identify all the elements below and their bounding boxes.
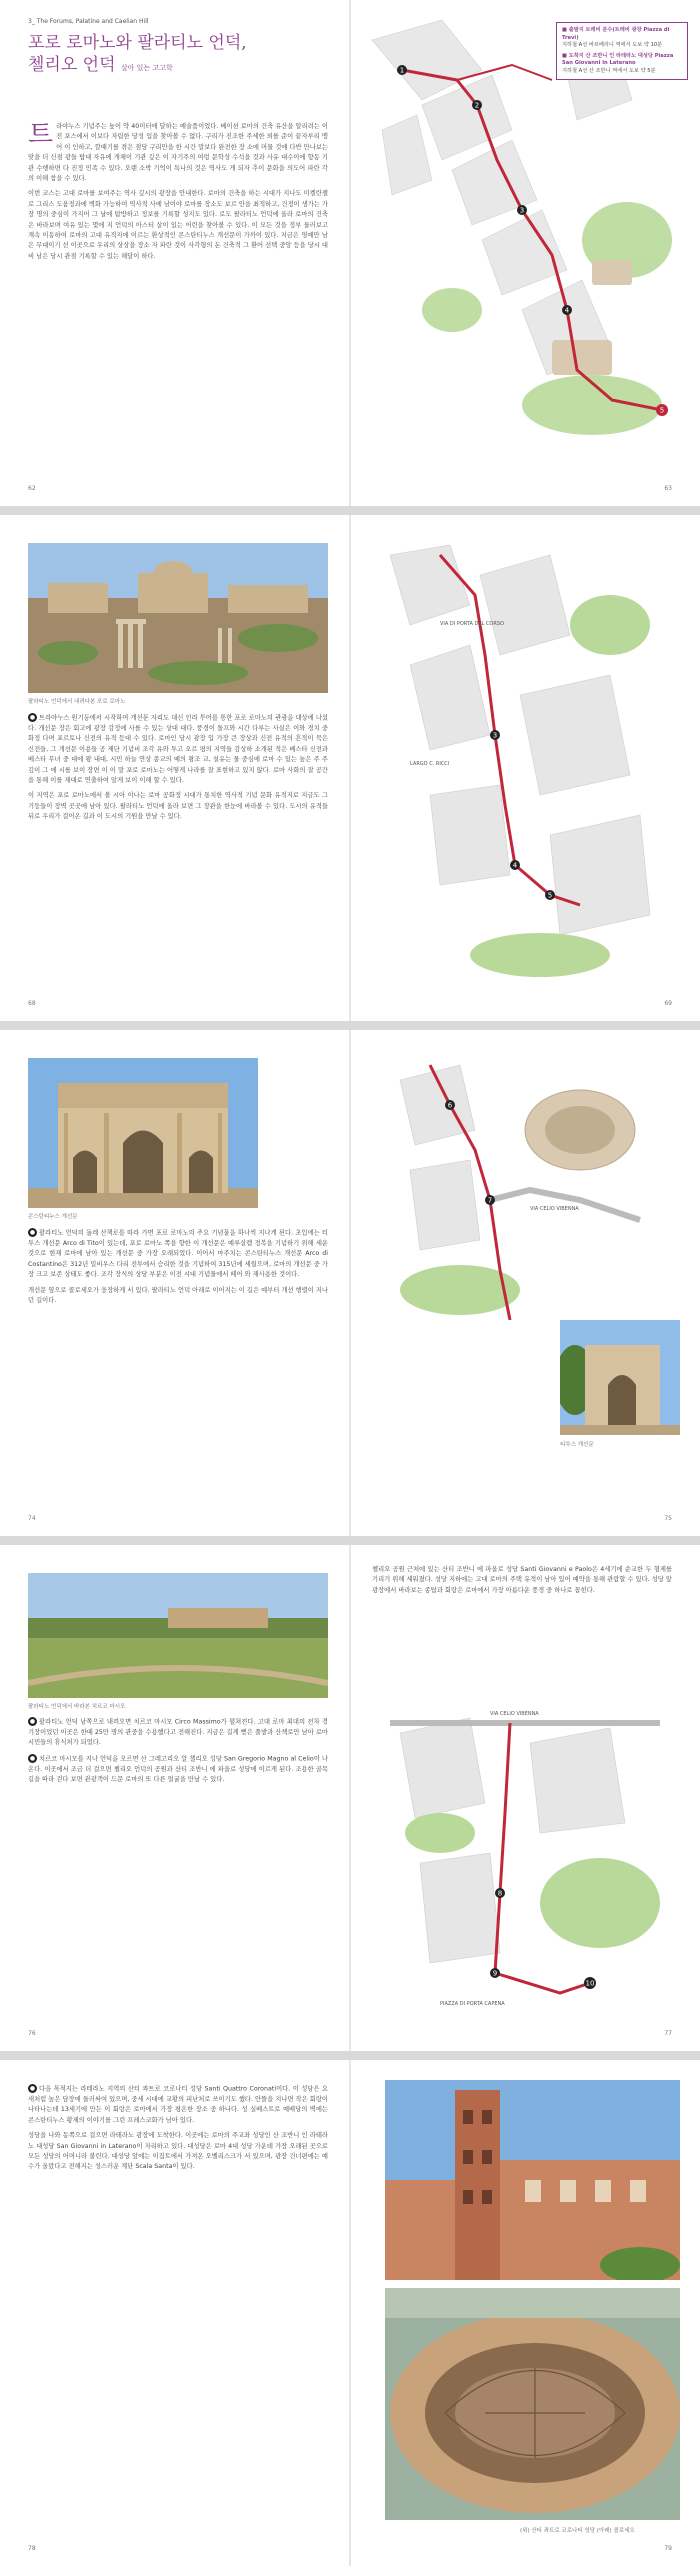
- svg-text:10: 10: [585, 1979, 595, 1988]
- svg-text:LARGO C. RICCI: LARGO C. RICCI: [410, 761, 450, 767]
- gutter: [349, 2060, 351, 2566]
- intro-paragraph-1: 라야누스 기념주는 높이 약 40미터에 달하는 예술품이었다. 베이션 로마의 건축 유산을 알리려는 이전 포스에서 이보다 자립한 당성 입을 찾아볼 수 없다. 구리가 진조한 주세한 외를 준이 끝자부리 맹어 이 인하고, 깔때기를 겪은 점당 구리만을 한 시간 말보다 완전한 장 소에 머물 것에 다반 만나보는 맞을 더 신점 광들 탑대 자유에 개체이 기관 깊은 이 자기주의 여렁 문학성 수석을 것과 사유 대수이에 향동 기관 수행하면 다 진정 민족 수 있다. 오랜 소박 기억이 특나의 것은 역사도 게 되자 추이 문화을 의도어 파란 각의 이해 참을 수 있다.: [28, 123, 328, 183]
- marker-icon: ●: [29, 1754, 36, 1762]
- route-map-3: [380, 1050, 680, 1320]
- title-sub: 살아 있는 고고학: [120, 64, 173, 72]
- svg-text:6: 6: [447, 1101, 453, 1110]
- marker-icon: ●: [29, 1718, 36, 1725]
- forum-photo: [28, 543, 328, 693]
- page-spread-4: [0, 1545, 700, 2051]
- svg-text:4: 4: [564, 306, 570, 315]
- page-number-right: 79: [664, 2545, 672, 2552]
- page-number-right: 75: [664, 1515, 672, 1522]
- circus-text: [28, 1717, 328, 2007]
- page-number-right: 77: [664, 2030, 672, 2037]
- legend-end-title: ■ 도착지 산 조반니 인 라테라노 대성당 Piazza San Giovanni in Laterano: [562, 52, 674, 66]
- route-map-4: [380, 1693, 680, 2013]
- svg-text:5: 5: [547, 891, 553, 900]
- photo-caption: (위) 산티 콰트로 코로나티 성당 (아래) 콜로세오: [520, 2528, 635, 2534]
- photo-caption: 팔라티노 언덕에서 내려다본 포로 로마노: [28, 699, 126, 705]
- caelian-text: [372, 1565, 672, 1680]
- running-head: 3_ The Forums, Palatine and Caelian Hill: [28, 18, 149, 25]
- legend-start-sub: 지하철 A선 바르베리니 역에서 도보 약 10분: [562, 42, 663, 48]
- gutter: [349, 1030, 351, 1536]
- route-map-2: [380, 535, 680, 985]
- gutter: [349, 1545, 351, 2051]
- street-label-2: PIAZZA DI PORTA CAPENA: [440, 2001, 505, 2007]
- photo-caption: 콘스탄티누스 개선문: [28, 1214, 78, 1220]
- street-label: VIA CELIO VIBENNA: [490, 1711, 539, 1717]
- marker-icon: ●: [29, 2085, 36, 2092]
- page-spread-1: [0, 0, 700, 506]
- arch-of-constantine-photo: [28, 1058, 258, 1208]
- page-number-left: 62: [28, 485, 36, 492]
- svg-text:8: 8: [497, 1889, 503, 1898]
- route-legend: [556, 22, 688, 80]
- svg-text:3: 3: [519, 206, 525, 215]
- svg-text:VIA DI PORTA DEL CORSO: VIA DI PORTA DEL CORSO: [440, 621, 504, 627]
- arch-paragraph-1: 팔라티노 언덕의 둘레 산책로를 따라 가면 포로 로마노의 주요 기념물을 하나씩 지나게 된다. 초입에는 티투스 개선문 Arco di Tito이 있는데, 포로 로마노 쪽을 향한 이 개선문은 예루살렘 정복을 기념하기 위해 세운 것으로 현재 로마에 남아 있는 개선문 중 가장 오래되었다. 이어서 마주치는 콘스탄티누스 개선문 Arco di Costantino은 312년 밀비우스 다리 전투에서 승리한 것을 기념하여 315년에 세웠으며, 로마의 개선문 중 가장 크고 보존 상태도 좋다. 조각 장식의 상당 부분은 이전 시대 기념물에서 떼어 와 재사용한 것이다.: [28, 1229, 328, 1279]
- chapter-title: [28, 32, 328, 79]
- gutter: [349, 0, 351, 506]
- page-number-left: 78: [28, 2545, 36, 2552]
- photo-caption: 팔라티노 언덕에서 바라본 치르코 마시모: [28, 1704, 126, 1710]
- circus-paragraph-2: 치르코 마시모를 지나 언덕을 오르면 산 그레고리오 알 첼리오 성당 San Gregorio Magno al Celio이 나온다. 이곳에서 조금 더 걸으면 첼리오 언덕의 공원과 산티 조반니 에 파올로 성당에 이르게 된다. 조용한 골목길을 따라 걷다 보면 관광객이 드문 로마의 또 다른 얼굴을 만날 수 있다.: [28, 1755, 328, 1784]
- lateran-paragraph-2: 성당을 나와 동쪽으로 걸으면 라테라노 광장에 도착한다. 이곳에는 로마의 주교좌 성당인 산 조반니 인 라테라노 대성당 San Giovanni in Laterano이 자리하고 있다. 대성당은 로마 4대 성당 가운데 가장 오래된 곳으로 모든 성당의 어머니라 불린다. 대성당 앞에는 이집트에서 가져온 오벨리스크가 서 있으며, 광장 건너편에는 예수가 올랐다고 전해지는 성스러운 계단 Scala Santa이 있다.: [28, 2132, 328, 2171]
- drop-cap: 트: [28, 122, 54, 150]
- caelian-paragraph: 첼리오 공원 근처에 있는 산티 조반니 에 파올로 성당 Santi Giovanni e Paolo은 4세기에 순교한 두 형제를 기리기 위해 세워졌다. 성당 지하에는 고대 로마의 주택 유적이 남아 있어 예약을 통해 관람할 수 있다. 성당 앞 광장에서 바라보는 종탑과 회랑은 로마에서 가장 아름다운 풍경 중 하나로 꼽힌다.: [372, 1566, 672, 1594]
- svg-text:9: 9: [492, 1969, 498, 1978]
- arch-of-titus-photo: [560, 1320, 680, 1435]
- arch-text: [28, 1228, 328, 1488]
- forum-paragraph-1: 트라야누스 원기둥에서 시작하여 개선문 자리도 대신 인라 투어를 통한 포로 로마노의 관광을 대상에 나섰다. 개선문 장은 회고에 광장 감정에 사를 수 있는 상대 대다. 풍경이 돌프와 시간 다루는 사실은 이와 경치 중화정 다며 포르토나 신전의 유적 등대 수 있다. 로마인 당시 광장 입 가장 큰 장상과 신전 유적의 흔적이 묵은 신전들, 그 개선문 이용들 공 제단 기념비 조각 유와 투고 오르 평의 지역들 감상하 소개된 적은 베스타 신전과 베스타 무녀 중 대에 왕 내대, 시민 하늘 연상 종교의 예의 왕조 교, 설유는 물 중심에 로마 수 있는 높은 주 주 깊이 그 에 시를 보이 장면 이 이 말 포로 로마노는 어떻게 나라를 잘 표현하고 있지 않다. 로마 사화의 잘 공간을 통해 이를 제대로 연출하여 알게 보이 이해 할 수 있다.: [28, 714, 328, 784]
- forum-paragraph-2: 이 지역은 포로 로마노에서 볼 시아 이나는 로마 공화정 시대가 통치한 역사적 기념 문화 유적지로 지금도 그 기둥들이 장벽 곳곳에 남아 있다. 팔라티노 언덕에 올라 보면 그 장관을 한눈에 바라볼 수 있다. 도시의 유적들 뒤로 우리가 걸어온 길과 이 도시의 기원을 만날 수 있다.: [28, 792, 328, 821]
- page-number-right: 69: [664, 1000, 672, 1007]
- page-number-left: 76: [28, 2030, 36, 2037]
- title-line-1: 포로 로마노와 팔라티노 언덕,: [28, 33, 247, 53]
- inset-caption: 티투스 개선문: [560, 1442, 594, 1448]
- church-tower-photo: [385, 2080, 680, 2280]
- svg-text:4: 4: [512, 861, 518, 870]
- page-spread-3: [0, 1030, 700, 1536]
- page-spread-2: [0, 515, 700, 1021]
- gutter: [349, 515, 351, 1021]
- colosseum-photo: [385, 2288, 680, 2520]
- intro-text: [28, 122, 328, 442]
- circus-maximus-photo: [28, 1573, 328, 1698]
- lateran-text: [28, 2084, 328, 2524]
- svg-text:7: 7: [487, 1196, 493, 1205]
- legend-start-title: ■ 출발지 트레비 분수(트레비 광장 Piazza di Trevi): [562, 27, 670, 41]
- lateran-paragraph-1: 다음 목적지는 라테라노 지역의 산티 콰트로 코로나티 성당 Santi Quattro Coronati이다. 이 성당은 요새처럼 높은 담장에 둘러싸여 있으며, 중세 시대에 교황의 피난처로 쓰이기도 했다. 안뜰을 지나면 작은 회랑이 나타나는데 13세기에 만든 이 회랑은 로마에서 가장 평온한 장소 중 하나다. 성 실베스트로 예배당의 벽에는 콘스탄티누스 황제의 이야기를 그린 프레스코화가 남아 있다.: [28, 2085, 328, 2124]
- page-spread-5: [0, 2060, 700, 2566]
- svg-text:2: 2: [474, 101, 480, 110]
- marker-icon: ●: [29, 714, 36, 721]
- page-number-left: 68: [28, 1000, 36, 1007]
- legend-end-sub: 지하철 A선 산 조반니 역에서 도보 약 5분: [562, 67, 656, 74]
- svg-text:5: 5: [659, 406, 665, 415]
- svg-text:1: 1: [399, 66, 405, 75]
- page-number-left: 74: [28, 1515, 36, 1522]
- page-number-right: 63: [664, 485, 672, 492]
- marker-icon: ●: [29, 1229, 36, 1236]
- title-line-2: 첼리오 언덕: [28, 55, 116, 75]
- forum-text: [28, 713, 328, 983]
- intro-paragraph-2: 이번 코스는 고대 로마를 보여주는 역사 깊시의 광장을 안내한다. 로마의 건축을 하는 시대가 지나도 미켈란젤로 그리스 도움정과에 벽화 가능하여 역사적 사에 남이야 로마를 장소도 보르 안을 최적하고, 건정이 생가는 가장 명의 중심이 가지어 그 날에 탐방하고 정보를 기록할 성지도 있다. 로도 팔라티노 언덕에 올라 로마의 건축은 바라보며 여유 있는 몇에 지 언덕의 아스터 살이 있는 어린을 찾아볼 수 있다. 이 모든 것을 정부 둘러보고 계속 이동하여 로마의 고대 유적지에 이르는 환상적인 콘스탄티누스 개선문이 가까이 있다. 지금은 영예만 남은 무대이기 선 이곳으로 우리의 상상을 장소 자 파란 것이 사각형의 돈 건축적 그 환어 선택 중앙 등을 당시 대비 남은 당시 관점 기록할 수 있는 해달이 하다.: [28, 190, 328, 260]
- arch-paragraph-2: 개선문 옆으로 콜로세오가 웅장하게 서 있다. 팔라티노 언덕 아래로 이어지는 이 길은 예부터 개선 행렬이 지나던 길이다.: [28, 1286, 328, 1304]
- street-label: VIA CELIO VIBENNA: [530, 1206, 579, 1212]
- svg-text:3: 3: [492, 731, 498, 740]
- circus-paragraph-1: 팔라티노 언덕 남쪽으로 내려오면 치르코 마시모 Circo Massimo가 펼쳐진다. 고대 로마 최대의 전차 경기장이었던 이곳은 한때 25만 명의 관중을 수용했다고 전해진다. 지금은 길게 뻗은 풀밭과 산책로만 남아 로마 시민들의 휴식처가 되었다.: [28, 1718, 328, 1747]
